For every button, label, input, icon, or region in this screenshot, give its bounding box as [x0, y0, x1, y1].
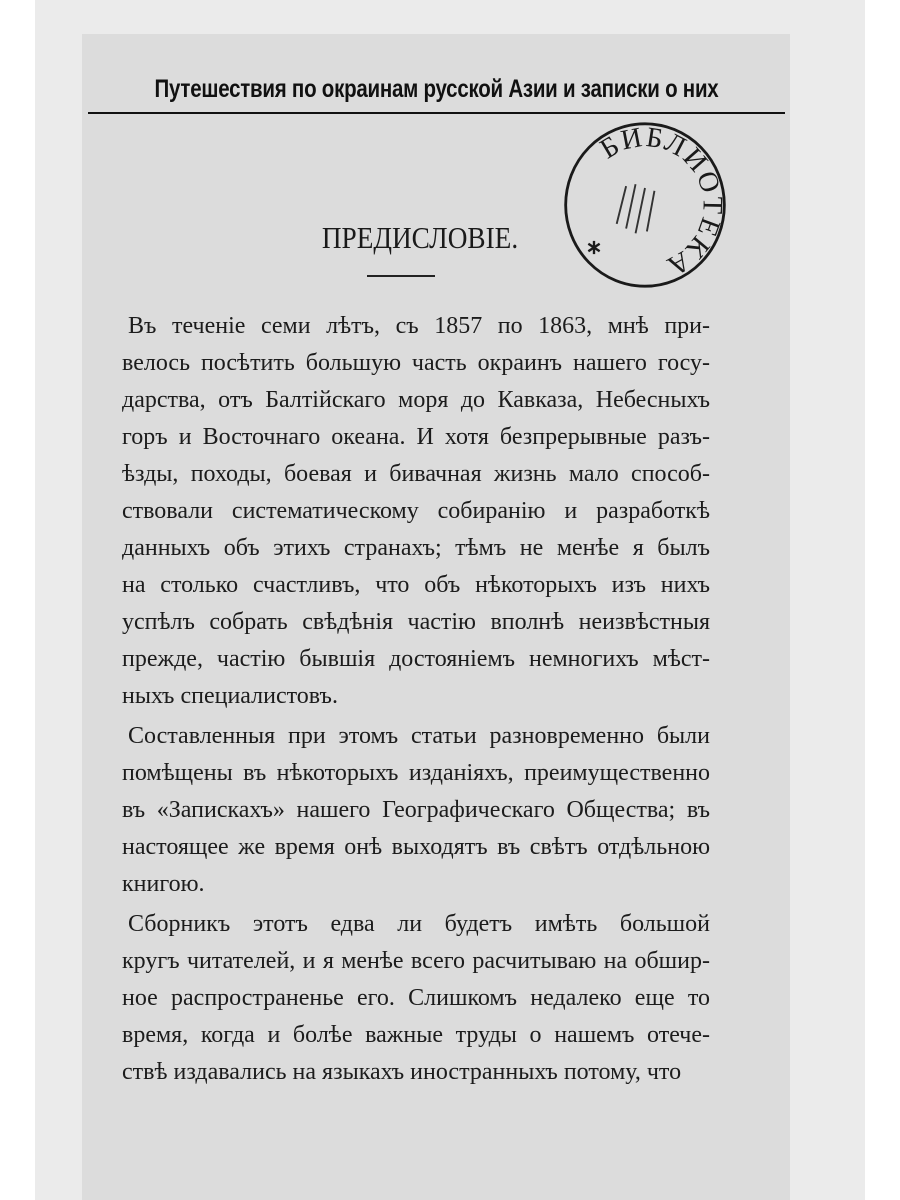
- text-line: помѣщены въ нѣкоторыхъ изданіяхъ, преимущественно: [122, 760, 710, 786]
- text-line: успѣлъ собрать свѣдѣнія частію вполнѣ неизвѣстныя: [122, 609, 710, 635]
- text-line: ное распространенье его. Слишкомъ недалеко еще то: [122, 985, 710, 1011]
- text-line: горъ и Восточнаго океана. И хотя безпрерывные разъ-: [122, 424, 710, 450]
- text-line: настоящее же время онѣ выходятъ въ свѣтъ отдѣльною: [122, 834, 710, 860]
- text-line: кругъ читателей, и я менѣе всего расчитываю на обшир-: [122, 948, 710, 974]
- svg-text:БИБЛИОТЕКА: [595, 122, 728, 283]
- stamp-asterisk-icon: [588, 241, 599, 254]
- text-line: ствовали систематическому собиранію и разработкѣ: [122, 498, 710, 524]
- text-line: книгою.: [122, 871, 205, 897]
- header-divider: [88, 112, 785, 114]
- paragraph-2: [122, 718, 710, 903]
- library-stamp: [560, 120, 730, 290]
- text-line: Сборникъ этотъ едва ли будетъ имѣть большой: [128, 911, 710, 937]
- text-line: дарства, отъ Балтійскаго моря до Кавказа, Небесныхъ: [122, 387, 710, 413]
- text-line: на столько счастливъ, что объ нѣкоторыхъ изъ нихъ: [122, 572, 710, 598]
- heading-divider: [367, 275, 435, 277]
- text-line: въ «Запискахъ» нашего Географическаго Общества; въ: [122, 797, 710, 823]
- text-line: ныхъ специалистовъ.: [122, 683, 338, 709]
- text-line: Составленныя при этомъ статьи разновременно были: [128, 723, 710, 749]
- text-line: велось посѣтить большую часть окраинъ нашего госу-: [122, 350, 710, 376]
- text-line: время, когда и болѣе важные труды о нашемъ отече-: [122, 1022, 710, 1048]
- stamp-text: БИБЛИОТЕКА: [595, 121, 728, 283]
- text-line: Въ теченіе семи лѣтъ, съ 1857 по 1863, мнѣ при-: [128, 313, 710, 339]
- stamp-center-marks: [617, 184, 655, 233]
- text-line: данныхъ объ этихъ странахъ; тѣмъ не менѣе я былъ: [122, 535, 710, 561]
- text-line: ствѣ издавались на языкахъ иностранныхъ потому, что: [122, 1059, 682, 1085]
- text-line: прежде, частію бывшія достояніемъ немногихъ мѣст-: [122, 646, 710, 672]
- paragraph-1: [122, 308, 710, 715]
- section-heading: ПРЕДИСЛОВІЕ.: [321, 220, 519, 255]
- paragraph-3: [122, 906, 710, 1091]
- text-line: ѣзды, походы, боевая и бивачная жизнь мало способ-: [122, 461, 710, 487]
- book-title-header: Путешествия по окраинам русской Азии и записки о них: [154, 75, 719, 103]
